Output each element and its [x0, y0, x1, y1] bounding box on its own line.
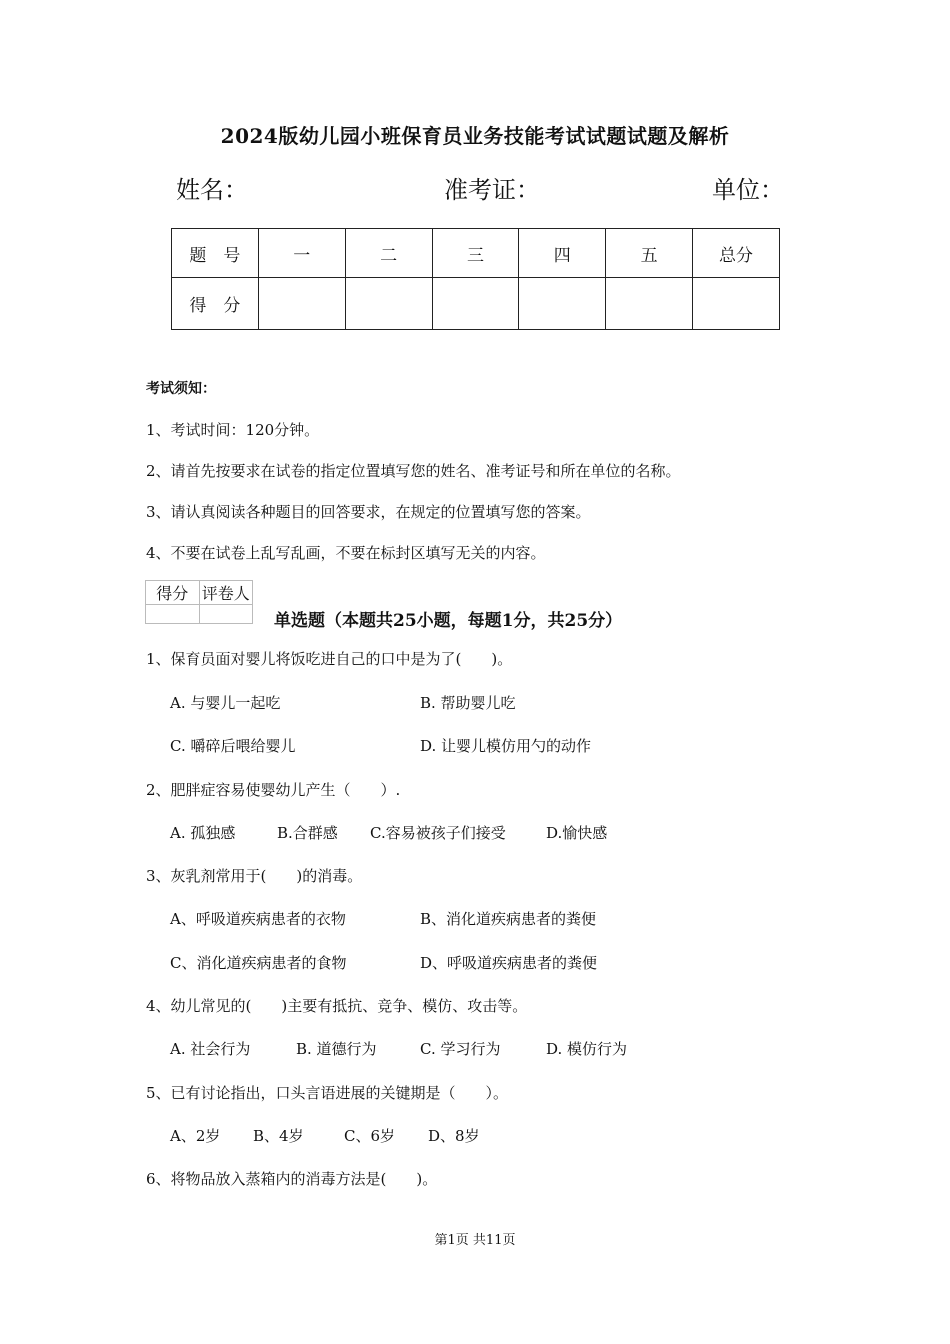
notice-item: 2、请首先按要求在试卷的指定位置填写您的姓名、准考证号和所在单位的名称。 [146, 462, 681, 480]
score-cell[interactable] [345, 278, 432, 330]
grader-reviewer-cell[interactable] [199, 605, 253, 624]
score-cell[interactable] [258, 278, 345, 330]
score-table [171, 228, 780, 330]
score-table-header-cell: 总分 [693, 229, 780, 278]
score-table-header-cell: 题 号 [172, 229, 259, 278]
score-table-header-cell: 一 [258, 229, 345, 278]
question-stem: 3、灰乳剂常用于( )的消毒。 [146, 867, 363, 885]
question-option: C、6岁 [344, 1127, 396, 1145]
notice-item: 4、不要在试卷上乱写乱画，不要在标封区填写无关的内容。 [146, 544, 546, 562]
question-option: B、消化道疾病患者的粪便 [420, 910, 597, 928]
question-stem: 4、幼儿常见的( )主要有抵抗、竞争、模仿、攻击等。 [146, 997, 528, 1015]
score-cell[interactable] [519, 278, 606, 330]
question-option: D、8岁 [428, 1127, 480, 1145]
score-table-header-cell: 五 [606, 229, 693, 278]
page-title: 2024版幼儿园小班保育员业务技能考试试题试题及解析 [220, 124, 730, 148]
exam-id-label: 准考证： [444, 176, 540, 204]
question-option: A. 孤独感 [170, 824, 236, 842]
score-table-header-row [172, 229, 780, 278]
question-stem: 2、肥胖症容易使婴幼儿产生（ ）. [146, 781, 401, 799]
question-option: B、4岁 [253, 1127, 304, 1145]
question-option: A、2岁 [170, 1127, 221, 1145]
score-cell[interactable] [432, 278, 519, 330]
notice-item: 3、请认真阅读各种题目的回答要求，在规定的位置填写您的答案。 [146, 503, 591, 521]
question-option: C. 嚼碎后喂给婴儿 [170, 737, 296, 755]
question-stem: 5、已有讨论指出，口头言语进展的关键期是（ ）。 [146, 1084, 509, 1102]
question-option: D.愉快感 [546, 824, 608, 842]
notice-heading: 考试须知： [146, 381, 216, 397]
unit-label: 单位： [712, 176, 784, 204]
score-table-header-cell: 四 [519, 229, 606, 278]
score-table-score-row [172, 278, 780, 330]
question-option: C. 学习行为 [420, 1040, 501, 1058]
name-label: 姓名： [176, 176, 248, 204]
question-option: B.合群感 [277, 824, 338, 842]
question-option: A、呼吸道疾病患者的衣物 [170, 910, 346, 928]
question-option: C.容易被孩子们接受 [370, 824, 506, 842]
question-option: D. 模仿行为 [546, 1040, 628, 1058]
page-footer: 第1页 共11页 [434, 1233, 516, 1248]
question-option: D. 让婴儿模仿用勺的动作 [420, 737, 592, 755]
score-cell[interactable] [606, 278, 693, 330]
section-heading: 单选题（本题共25小题，每题1分，共25分） [274, 611, 623, 631]
question-option: A. 与婴儿一起吃 [170, 694, 281, 712]
grader-score-cell[interactable] [146, 605, 200, 624]
grader-box [145, 580, 253, 624]
grader-reviewer-label: 评卷人 [199, 581, 253, 605]
question-stem: 6、将物品放入蒸箱内的消毒方法是( )。 [146, 1170, 438, 1188]
question-stem: 1、保育员面对婴儿将饭吃进自己的口中是为了( )。 [146, 650, 513, 668]
question-option: B. 道德行为 [296, 1040, 377, 1058]
question-option: B. 帮助婴儿吃 [420, 694, 516, 712]
question-option: D、呼吸道疾病患者的粪便 [420, 954, 598, 972]
notice-item: 1、考试时间：120分钟。 [146, 421, 320, 439]
score-table-header-cell: 三 [432, 229, 519, 278]
grader-score-label: 得分 [146, 581, 200, 605]
score-row-label: 得 分 [172, 278, 259, 330]
question-option: C、消化道疾病患者的食物 [170, 954, 347, 972]
score-cell[interactable] [693, 278, 780, 330]
question-option: A. 社会行为 [170, 1040, 251, 1058]
score-table-header-cell: 二 [345, 229, 432, 278]
